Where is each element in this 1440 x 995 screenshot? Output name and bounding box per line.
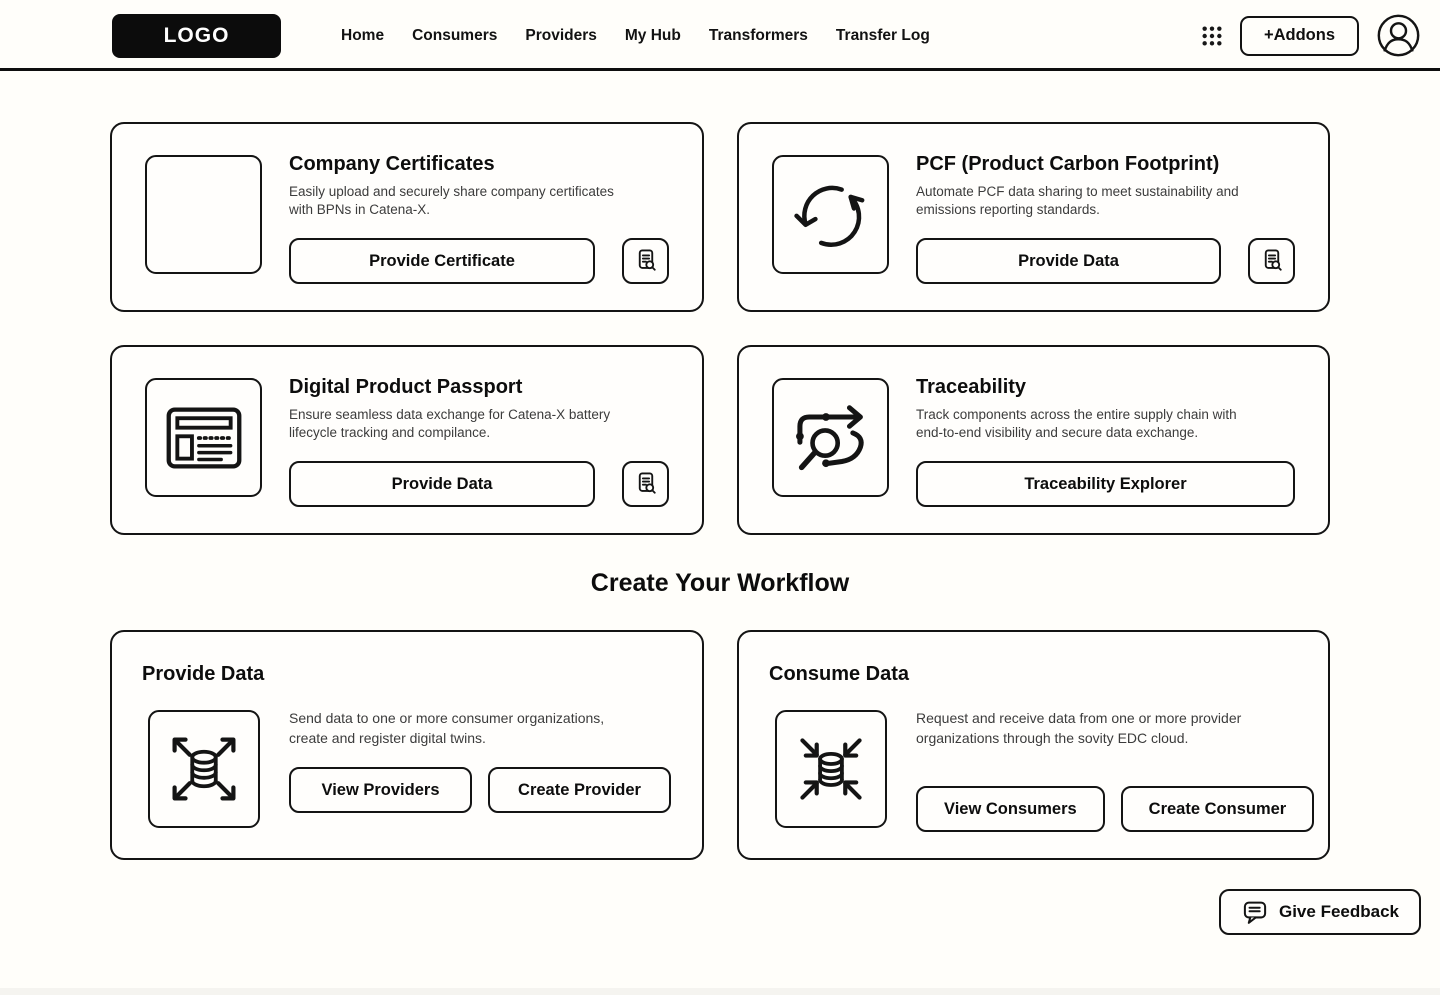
nav-transfer-log[interactable]: Transfer Log: [835, 26, 930, 44]
dpp-provide-data-button[interactable]: Provide Data: [289, 461, 595, 507]
nav-home[interactable]: Home: [341, 26, 385, 44]
data-distribute-icon: [148, 710, 260, 828]
nav-my-hub[interactable]: My Hub: [624, 26, 681, 44]
card-provide-data: [110, 630, 704, 860]
provide-certificate-button[interactable]: Provide Certificate: [289, 238, 595, 284]
webpage-document-icon: [145, 378, 262, 497]
card-description: Request and receive data from one or more provider organizations through the sovity EDC cloud.: [916, 710, 1242, 746]
addons-button[interactable]: +Addons: [1240, 16, 1359, 56]
card-title: Digital Product Passport: [289, 376, 523, 398]
card-company-certificates: [110, 122, 704, 312]
create-provider-button[interactable]: Create Provider: [488, 767, 671, 813]
pcf-provide-data-button[interactable]: Provide Data: [916, 238, 1221, 284]
chat-bubble-icon: [1241, 898, 1269, 926]
card-description: Track components across the entire supply chain with end-to-end visibility and secure data exchange.: [916, 407, 1237, 440]
main-nav: [341, 0, 930, 71]
card-title: PCF (Product Carbon Footprint): [916, 153, 1220, 175]
nav-transformers[interactable]: Transformers: [708, 26, 808, 44]
nav-right-cluster: [1201, 0, 1421, 71]
bottom-edge-artifact: [0, 988, 1440, 995]
card-title: Consume Data: [769, 663, 910, 685]
card-pcf: [737, 122, 1330, 312]
user-avatar-icon[interactable]: [1376, 13, 1421, 58]
workflow-heading: Create Your Workflow: [590, 569, 850, 597]
document-search-button[interactable]: [622, 461, 669, 507]
nav-consumers[interactable]: Consumers: [412, 26, 498, 44]
card-traceability: [737, 345, 1330, 535]
certificate-placeholder-icon: [145, 155, 262, 274]
view-providers-button[interactable]: View Providers: [289, 767, 472, 813]
document-search-button[interactable]: [622, 238, 669, 284]
logo[interactable]: LOGO: [112, 14, 281, 58]
view-consumers-button[interactable]: View Consumers: [916, 786, 1105, 832]
create-consumer-button[interactable]: Create Consumer: [1121, 786, 1315, 832]
card-description: Automate PCF data sharing to meet sustainability and emissions reporting standards.: [916, 184, 1239, 217]
top-nav-bar: [0, 0, 1440, 71]
card-digital-product-passport: [110, 345, 704, 535]
card-title: Provide Data: [142, 663, 265, 685]
card-description: Send data to one or more consumer organizations, create and register digital twins.: [289, 710, 605, 746]
card-description: Ensure seamless data exchange for Catena-X battery lifecycle tracking and compilance.: [289, 407, 611, 440]
data-collect-icon: [775, 710, 887, 828]
card-description: Easily upload and securely share company certificates with BPNs in Catena-X.: [289, 184, 614, 217]
give-feedback-label: Give Feedback: [1278, 902, 1399, 921]
card-consume-data: [737, 630, 1330, 860]
route-search-icon: [772, 378, 889, 497]
traceability-explorer-button[interactable]: Traceability Explorer: [916, 461, 1295, 507]
cycle-arrows-icon: [772, 155, 889, 274]
apps-grid-icon[interactable]: [1201, 25, 1223, 47]
card-title: Traceability: [916, 376, 1027, 398]
card-title: Company Certificates: [289, 153, 495, 175]
give-feedback-button[interactable]: [1219, 889, 1421, 935]
nav-providers[interactable]: Providers: [525, 26, 597, 44]
document-search-button[interactable]: [1248, 238, 1295, 284]
